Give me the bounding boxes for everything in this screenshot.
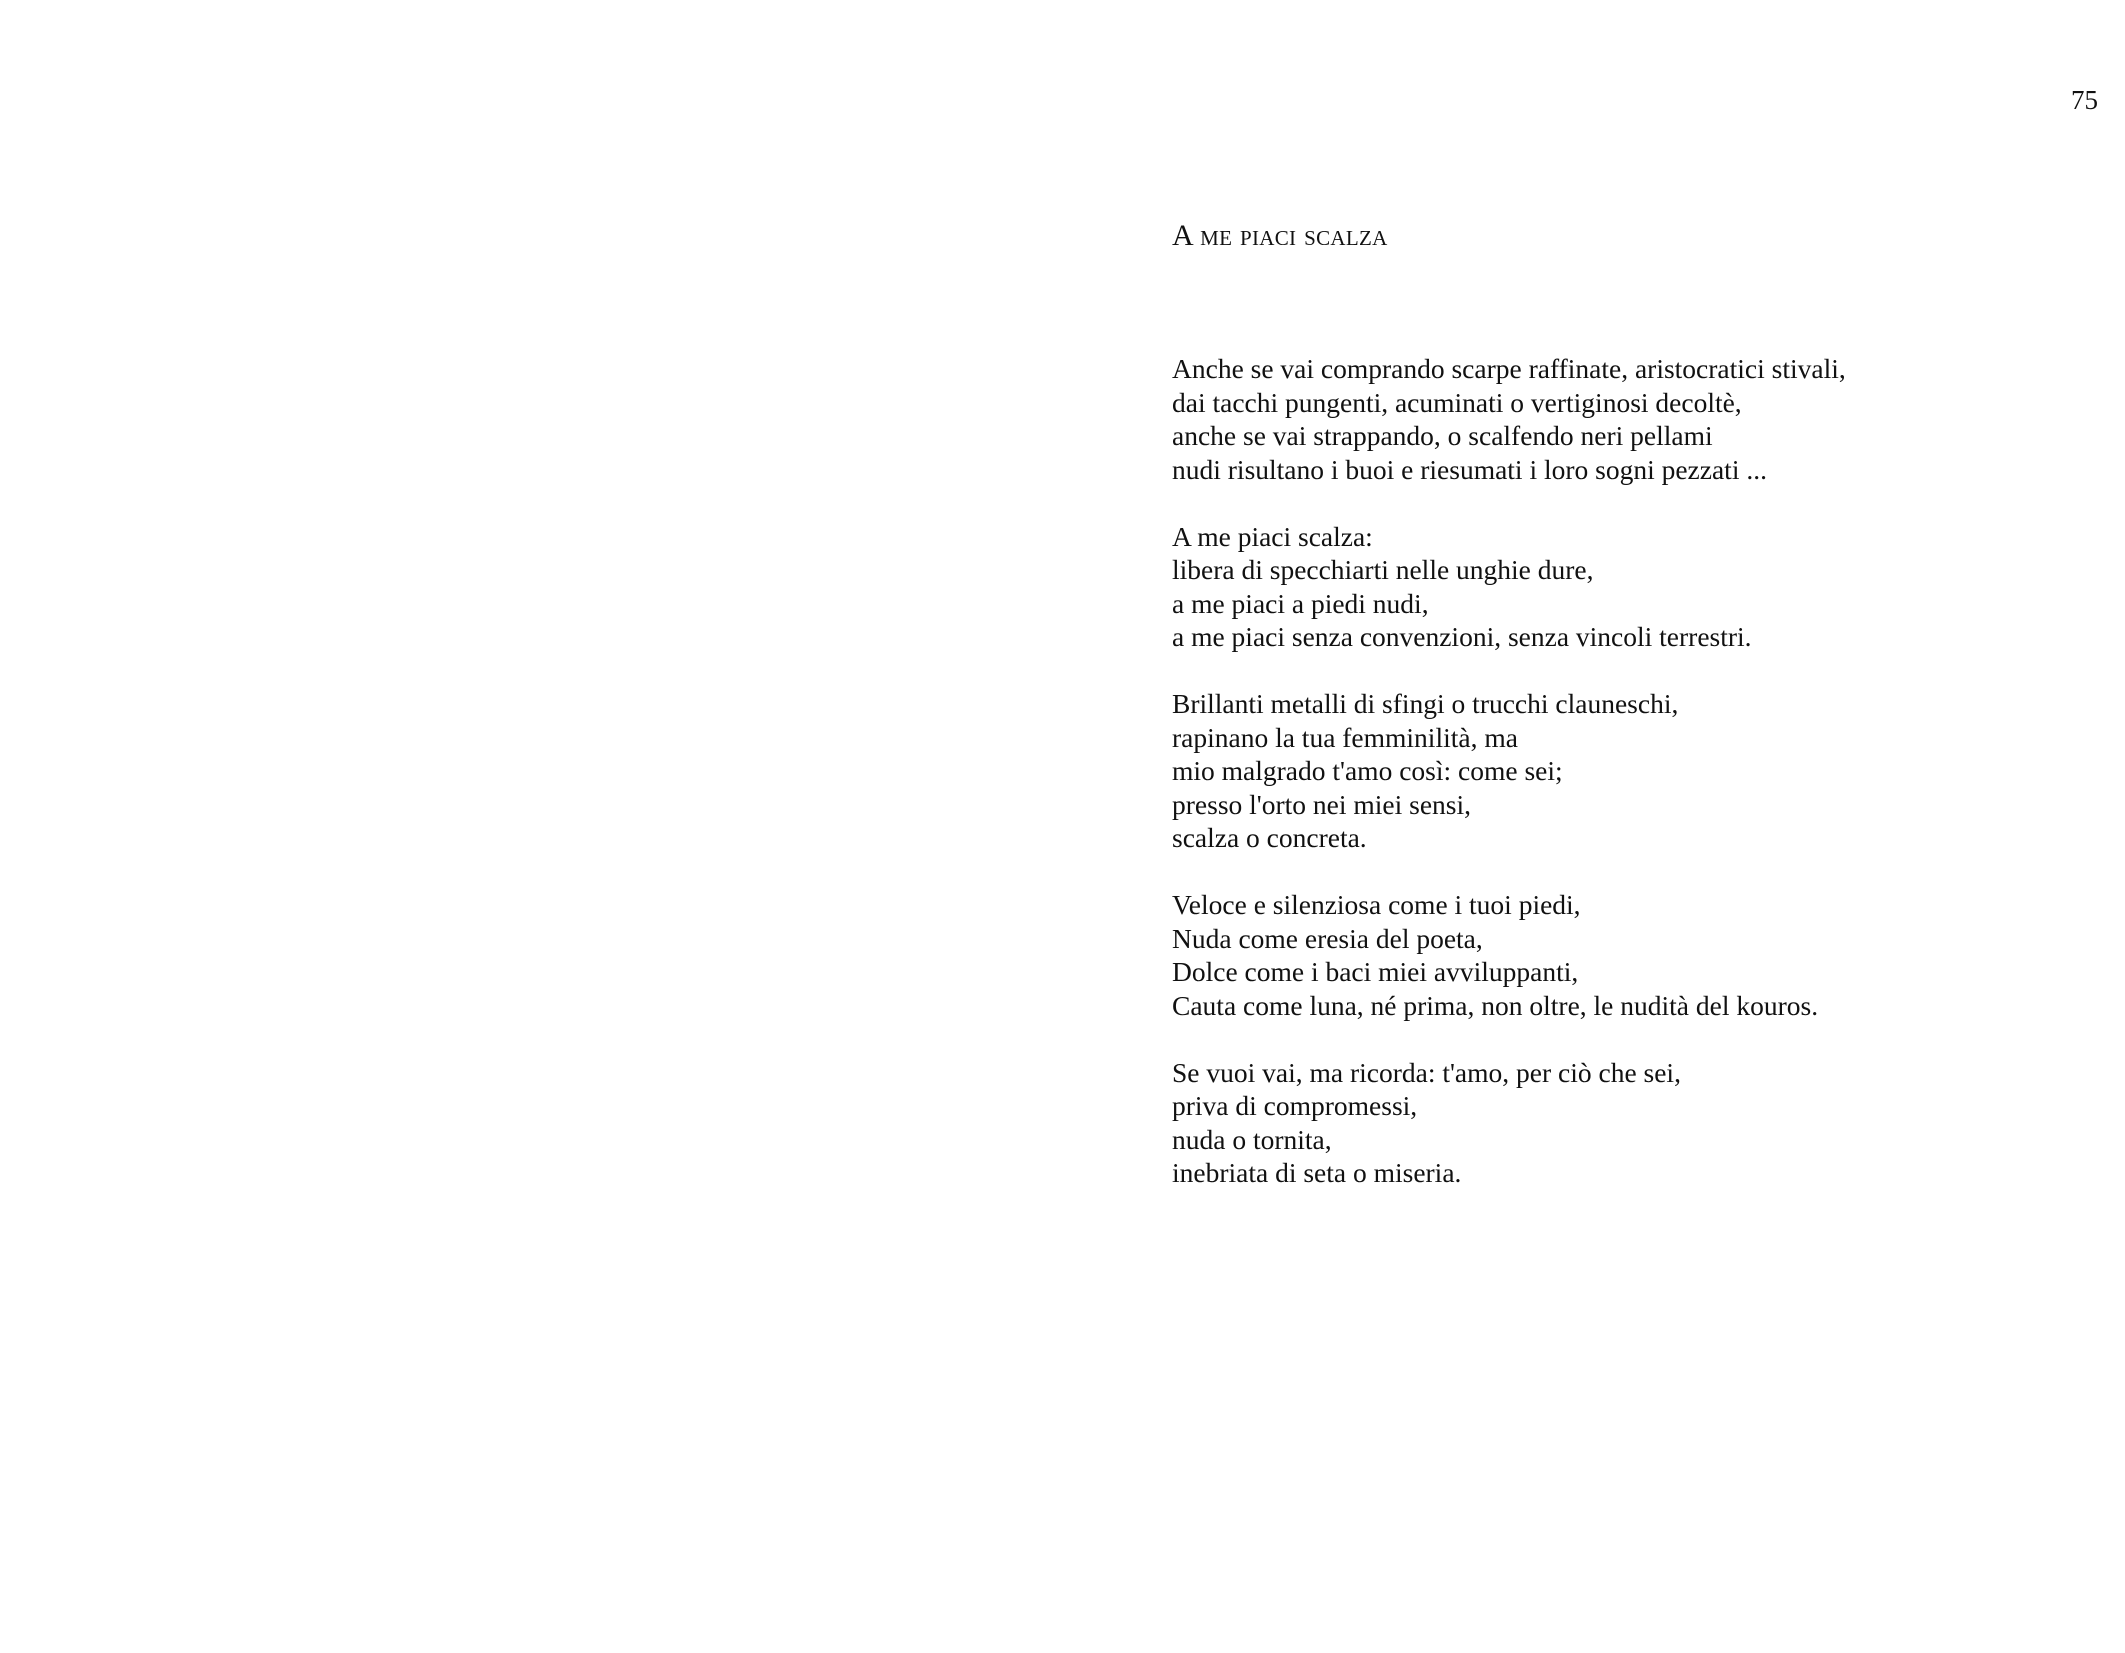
poem-body [1172, 352, 2072, 1223]
verse-line: nudi risultano i buoi e riesumati i loro sogni pezzati ... [1172, 453, 1767, 485]
verse-line: Veloce e silenziosa come i tuoi piedi, [1172, 889, 1581, 920]
verse-line: mio malgrado t'amo così: come sei; [1172, 755, 1563, 786]
stanza-1 [1172, 352, 2072, 486]
verse-line: inebriata di seta o miseria. [1172, 1157, 1462, 1188]
poem-title: A me piaci scalza [1172, 219, 1388, 252]
stanza-5 [1172, 1056, 2072, 1190]
verse-line: presso l'orto nei miei sensi, [1172, 788, 1472, 820]
verse-line: anche se vai strappando, o scalfendo neri pellami [1172, 420, 1713, 451]
left-page-blank [0, 0, 1062, 1653]
verse-line: a me piaci senza convenzioni, senza vincoli terrestri. [1172, 621, 1752, 652]
verse-line: priva di compromessi, [1172, 1090, 1418, 1121]
verse-line: Nuda come eresia del poeta, [1172, 922, 1483, 954]
page-number: 75 [2071, 85, 2098, 115]
stanza-2 [1172, 520, 2072, 654]
verse-line: libera di specchiarti nelle unghie dure, [1172, 554, 1594, 585]
verse-line: nuda o tornita, [1172, 1123, 1332, 1155]
verse-line: rapinano la tua femminilità, ma [1172, 721, 1518, 753]
stanza-3 [1172, 687, 2072, 855]
verse-line: dai tacchi pungenti, acuminati o vertiginosi decoltè, [1172, 386, 1742, 418]
verse-line: Cauta come luna, né prima, non oltre, le nudità del kouros. [1172, 989, 1819, 1021]
verse-line: Brillanti metalli di sfingi o trucchi clauneschi, [1172, 688, 1679, 719]
stanza-4 [1172, 888, 2072, 1022]
verse-line: Se vuoi vai, ma ricorda: t'amo, per ciò che sei, [1172, 1056, 1681, 1088]
right-page [1062, 0, 2125, 1653]
verse-line: A me piaci scalza: [1172, 520, 1373, 552]
verse-line: Dolce come i baci miei avviluppanti, [1172, 956, 1579, 987]
verse-line: a me piaci a piedi nudi, [1172, 587, 1429, 619]
verse-line: scalza o concreta. [1172, 822, 1367, 853]
verse-line: Anche se vai comprando scarpe raffinate, aristocratici stivali, [1172, 353, 1846, 384]
